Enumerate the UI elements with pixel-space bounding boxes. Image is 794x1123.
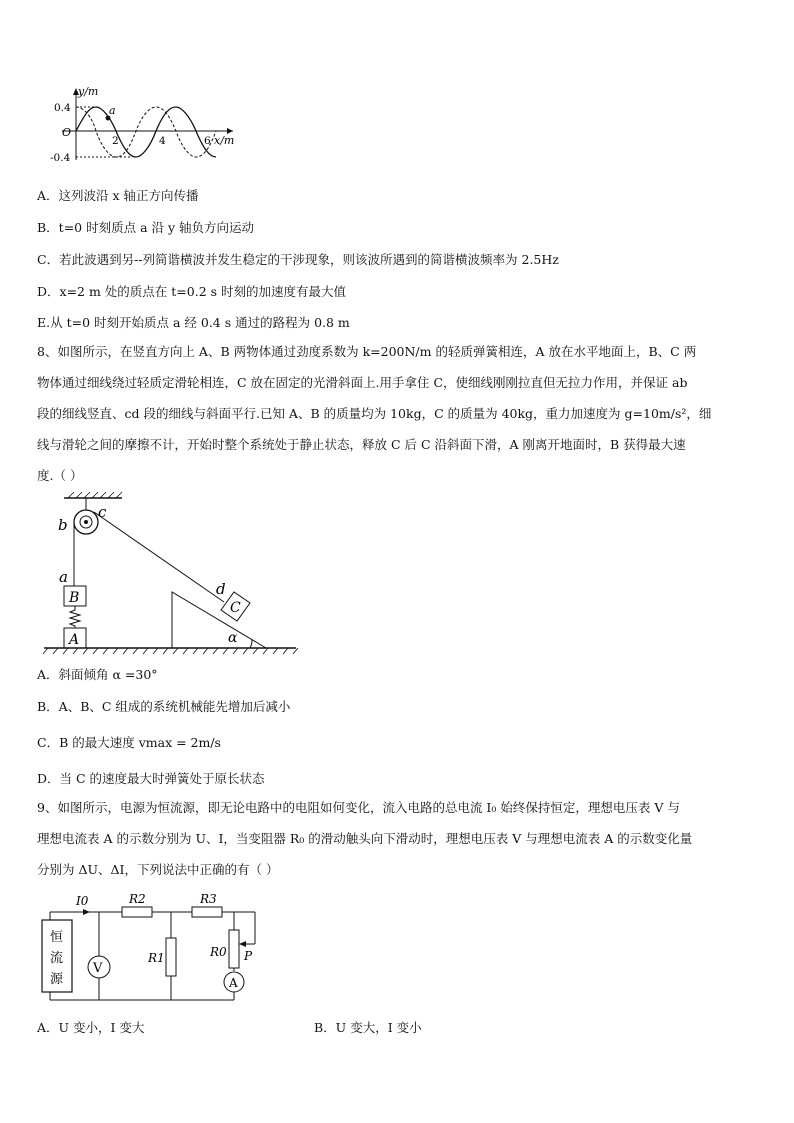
q8-stem-line: 度.（ ） bbox=[37, 468, 83, 483]
q8-option-d: D．当 C 的速度最大时弹簧处于原长状态 bbox=[37, 771, 265, 786]
q8-option-b: B．A、B、C 组成的系统机械能先增加后减小 bbox=[37, 699, 291, 714]
q8-stem-line: 物体通过细线绕过轻质定滑轮相连，C 放在固定的光滑斜面上.用手拿住 C，使细线刚刚拉直但无拉力作用，并保证 ab bbox=[37, 375, 688, 390]
q7-option-c: C．若此波遇到另--列简谐横波并发生稳定的干涉现象，则该波所遇到的简谐横波频率为 2.5Hz bbox=[37, 252, 559, 267]
wave-y-label: y/m bbox=[78, 85, 99, 98]
q7-option-b: B．t=0 时刻质点 a 沿 y 轴负方向运动 bbox=[37, 220, 255, 235]
q9-stem-line: 9、如图所示，电源为恒流源，即无论电路中的电阻如何变化，流入电路的总电流 I₀ 始终保持恒定，理想电压表 V 与 bbox=[37, 800, 680, 815]
label-r0: R0 bbox=[210, 945, 227, 959]
label-r3: R3 bbox=[200, 892, 217, 906]
label-alpha: α bbox=[228, 630, 238, 646]
label-source-3: 源 bbox=[50, 972, 64, 987]
q7-option-d: D．x=2 m 处的质点在 t=0.2 s 时刻的加速度有最大值 bbox=[37, 284, 347, 299]
resistor-r1 bbox=[166, 938, 176, 976]
q8-option-a: A．斜面倾角 α =30° bbox=[37, 667, 158, 682]
label-p: P bbox=[244, 949, 253, 963]
wave-x-tick-4: 4 bbox=[159, 135, 166, 147]
label-block-c: C bbox=[230, 600, 241, 616]
resistor-r2 bbox=[122, 907, 152, 917]
wave-figure bbox=[40, 82, 250, 164]
rheostat-r0 bbox=[229, 930, 239, 968]
q8-stem-line: 线与滑轮之间的摩擦不计，开始时整个系统处于静止状态，释放 C 后 C 沿斜面下滑，A 刚离开地面时，B 获得最大速 bbox=[37, 437, 686, 452]
wave-origin: O bbox=[62, 126, 72, 139]
q7-option-a: A．这列波沿 x 轴正方向传播 bbox=[37, 188, 199, 203]
label-block-a: A bbox=[69, 632, 80, 648]
wave-y-bottom: -0.4 bbox=[50, 152, 71, 164]
label-a-point: a bbox=[59, 568, 68, 586]
resistor-r3 bbox=[192, 907, 222, 917]
q9-stem-line: 理想电流表 A 的示数分别为 U、I，当变阻器 R₀ 的滑动触头向下滑动时，理想电压表 V 与理想电流表 A 的示数变化量 bbox=[37, 831, 693, 846]
q8-option-c: C．B 的最大速度 vmax = 2m/s bbox=[37, 735, 221, 750]
wave-point-label: a bbox=[109, 104, 116, 117]
label-r1: R1 bbox=[148, 951, 165, 965]
q8-stem-line: 8、如图所示，在竖直方向上 A、B 两物体通过劲度系数为 k=200N/m 的轻质弹簧相连，A 放在水平地面上，B、C 两 bbox=[37, 344, 697, 359]
label-source-2: 流 bbox=[50, 951, 64, 966]
q9-stem bbox=[37, 792, 759, 885]
label-i0: I0 bbox=[76, 894, 89, 908]
q8-stem-line: 段的细线竖直、cd 段的细线与斜面平行.已知 A、B 的质量均为 10kg，C 的质量为 40kg，重力加速度为 g=10m/s²，细 bbox=[37, 406, 712, 421]
incline bbox=[172, 592, 266, 648]
q9-option-b: B．U 变大，I 变小 bbox=[314, 1020, 422, 1035]
q7-option-e: E.从 t=0 时刻开始质点 a 经 0.4 s 通过的路程为 0.8 m bbox=[37, 315, 350, 330]
wave-x-label: x/m bbox=[214, 134, 235, 147]
q9-stem-line: 分别为 ΔU、ΔI，下列说法中正确的有（ ） bbox=[37, 862, 279, 877]
wave-solid-curve bbox=[76, 107, 216, 157]
label-b-point: b bbox=[58, 516, 68, 534]
q8-stem bbox=[37, 336, 759, 491]
label-block-b: B bbox=[69, 590, 80, 606]
label-source-1: 恒 bbox=[50, 930, 64, 945]
q9-option-a: A．U 变小，I 变大 bbox=[37, 1020, 145, 1035]
label-c-point: c bbox=[98, 503, 107, 521]
label-r2: R2 bbox=[129, 892, 146, 906]
label-voltmeter: V bbox=[93, 961, 103, 976]
label-d-point: d bbox=[216, 580, 226, 598]
label-ammeter: A bbox=[229, 976, 238, 990]
wave-x-tick-6: 6 bbox=[204, 135, 211, 147]
wave-x-tick-2: 2 bbox=[112, 135, 119, 147]
circuit-figure bbox=[40, 892, 280, 1010]
pulley-incline-figure bbox=[40, 488, 310, 660]
wave-y-top: 0.4 bbox=[54, 102, 71, 114]
spring bbox=[70, 606, 80, 628]
